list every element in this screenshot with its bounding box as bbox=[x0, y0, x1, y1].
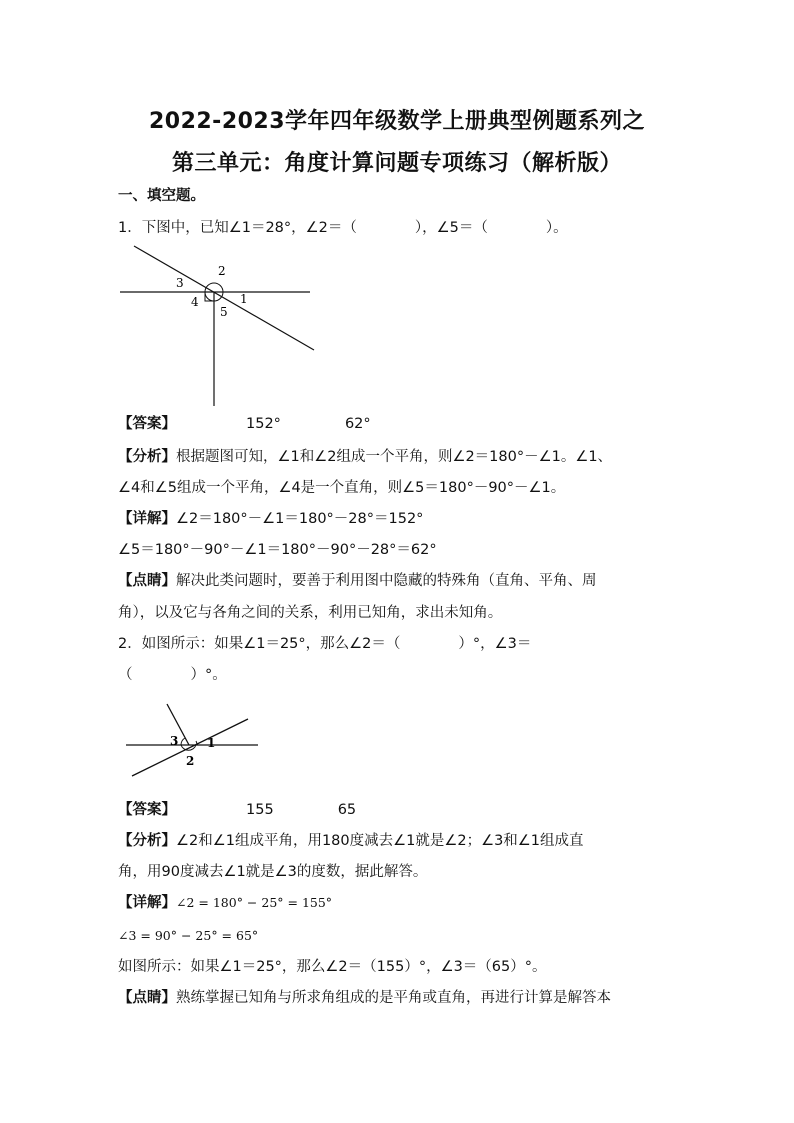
q1-point-line-2: 角），以及它与各角之间的关系，利用已知角，求出未知角。 bbox=[118, 605, 503, 621]
q2-detail-tag: 【详解】 bbox=[118, 895, 176, 911]
q2-restate-line: 如图所示：如果∠1＝25°，那么∠2＝（155）°，∠3＝（65）°。 bbox=[118, 959, 547, 975]
q2-detail-line-2: ∠3 = 90° − 25° = 65° bbox=[118, 928, 259, 943]
q1-label-4: 4 bbox=[191, 295, 199, 309]
q1-analysis-text-1: 根据题图可知，∠1和∠2组成一个平角，则∠2＝180°－∠1。∠1、 bbox=[176, 449, 613, 465]
q1-analysis-line-2: ∠4和∠5组成一个平角，∠4是一个直角，则∠5＝180°－90°－∠1。 bbox=[118, 480, 566, 496]
q1-analysis-line-1 bbox=[118, 447, 612, 467]
q2-answer-1: 155 bbox=[246, 802, 274, 818]
q2-detail-line-1 bbox=[118, 893, 332, 913]
q2-label-1: 1 bbox=[207, 736, 216, 750]
q2-answer-line bbox=[118, 800, 356, 820]
title-line-2: 第三单元：角度计算问题专项练习（解析版） bbox=[171, 151, 622, 176]
q1-answer-1: 152° bbox=[246, 416, 281, 432]
title-line-1: 2022-2023学年四年级数学上册典型例题系列之 bbox=[148, 109, 646, 134]
q1-angle-figure bbox=[116, 244, 316, 409]
q1-slanted-line bbox=[134, 246, 314, 350]
q2-analysis-tag: 【分析】 bbox=[118, 833, 176, 849]
q2-point-line-1 bbox=[118, 988, 611, 1008]
q1-answer-tag: 【答案】 bbox=[118, 416, 176, 432]
q1-label-1: 1 bbox=[240, 292, 248, 306]
q1-answer-line bbox=[118, 414, 371, 434]
q2-question-line-2: （ ）°。 bbox=[118, 667, 227, 683]
q2-label-2: 2 bbox=[186, 754, 195, 768]
q2-answer-2: 65 bbox=[337, 802, 357, 818]
q1-detail-line-1 bbox=[118, 509, 423, 529]
q1-detail-tag: 【详解】 bbox=[118, 511, 176, 527]
q2-point-tag: 【点睛】 bbox=[118, 990, 176, 1006]
q2-question-line-1: 2．如图所示：如果∠1＝25°，那么∠2＝（ ）°，∠3＝ bbox=[118, 636, 532, 652]
q1-analysis-tag: 【分析】 bbox=[118, 449, 176, 465]
q1-detail-line-2: ∠5＝180°－90°－∠1＝180°－90°－28°＝62° bbox=[118, 542, 437, 558]
q1-question: 1．下图中，已知∠1＝28°，∠2＝（ ），∠5＝（ ）。 bbox=[118, 220, 568, 236]
q2-analysis-line-1 bbox=[118, 831, 584, 851]
q1-point-tag: 【点睛】 bbox=[118, 573, 176, 589]
q1-label-5: 5 bbox=[220, 305, 228, 319]
q2-detail-text-1: ∠2 = 180° − 25° = 155° bbox=[176, 895, 333, 910]
q2-analysis-line-2: 角，用90度减去∠1就是∠3的度数，据此解答。 bbox=[118, 864, 428, 880]
q2-answer-tag: 【答案】 bbox=[118, 802, 176, 818]
q2-arc-3 bbox=[181, 738, 185, 745]
q1-point-text-1: 解决此类问题时，要善于利用图中隐藏的特殊角（直角、平角、周 bbox=[176, 573, 597, 589]
q2-label-3: 3 bbox=[170, 734, 179, 748]
q1-label-3: 3 bbox=[176, 276, 184, 290]
section-heading: 一、填空题。 bbox=[118, 188, 205, 204]
q2-point-text-1: 熟练掌握已知角与所求角组成的是平角或直角，再进行计算是解答本 bbox=[176, 990, 611, 1006]
q1-answer-2: 62° bbox=[344, 416, 371, 432]
q1-detail-text-1: ∠2＝180°－∠1＝180°－28°＝152° bbox=[176, 511, 424, 527]
q2-angle-figure bbox=[118, 698, 263, 780]
q1-label-2: 2 bbox=[218, 264, 226, 278]
q2-analysis-text-1: ∠2和∠1组成平角，用180度减去∠1就是∠2；∠3和∠1组成直 bbox=[176, 833, 584, 849]
q1-point-line-1 bbox=[118, 571, 597, 591]
